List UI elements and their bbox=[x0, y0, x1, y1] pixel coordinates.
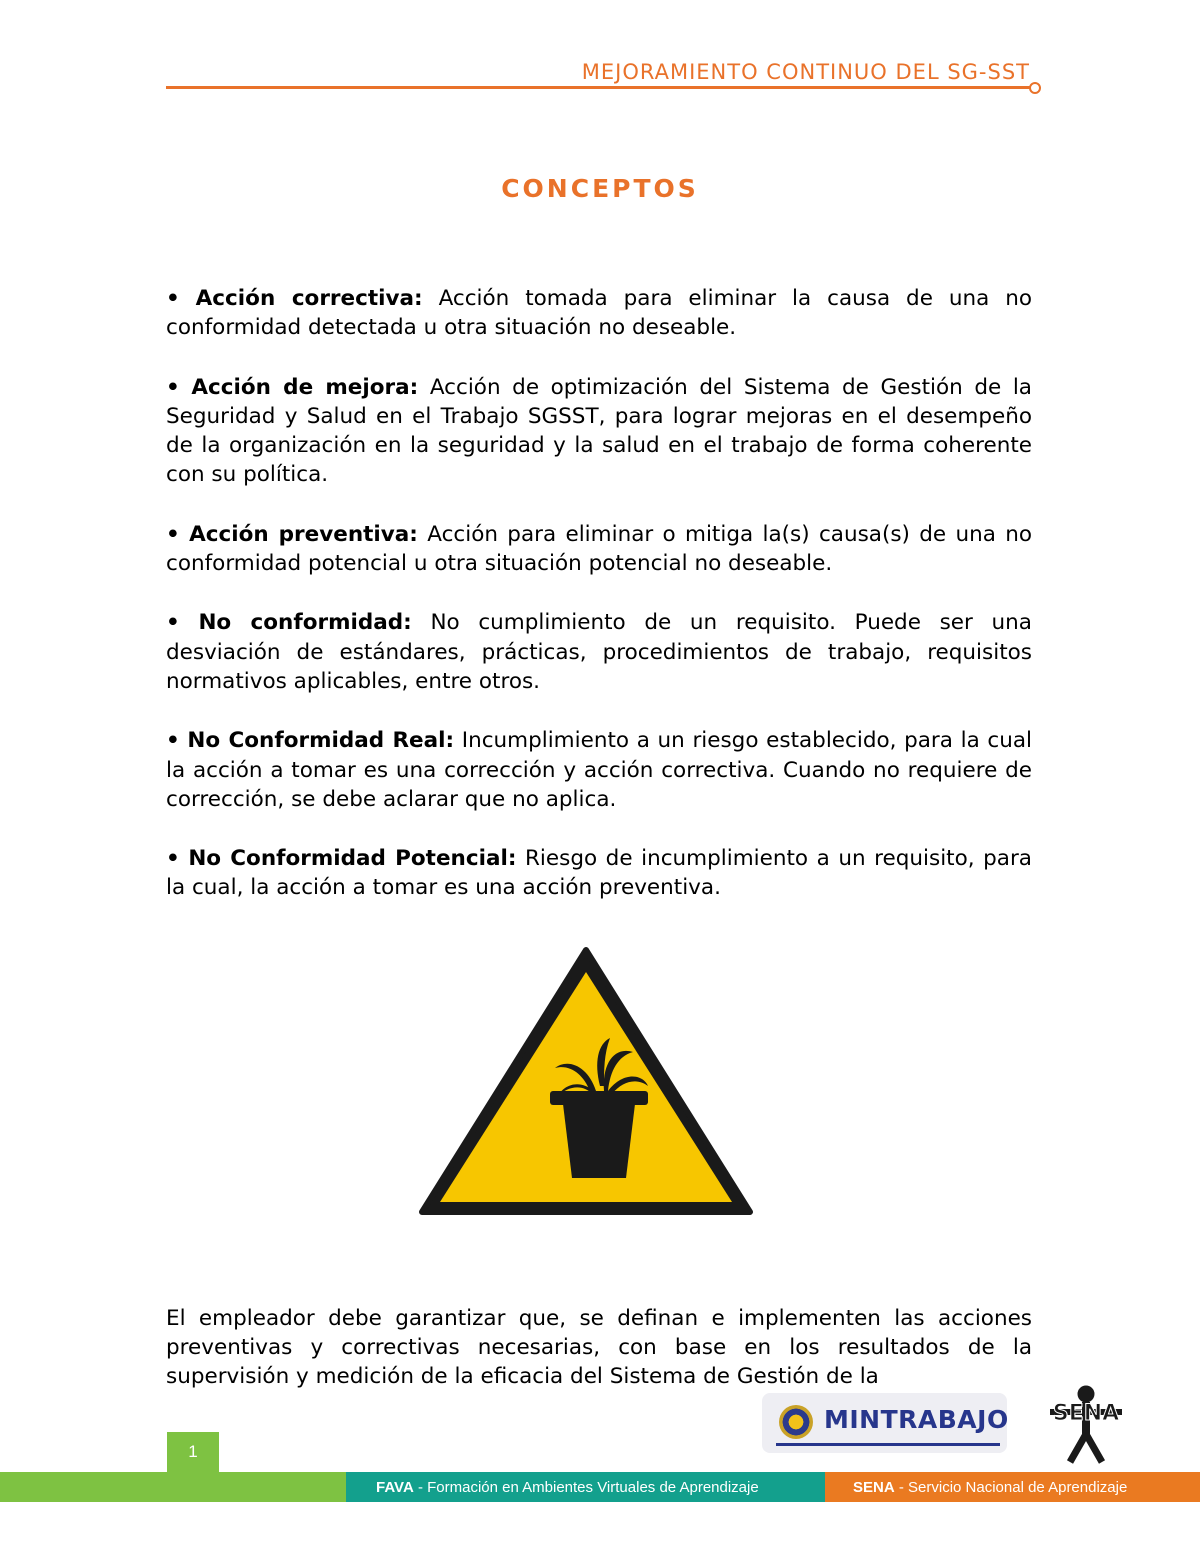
concept-definition: Acción para eliminar o mitiga la(s) causa(s) de una no conformidad potencial u otra situación potencial no deseable. bbox=[166, 521, 1032, 577]
concept-list bbox=[166, 284, 1032, 933]
concept-definition: Acción tomada para eliminar la causa de una no conformidad detectada u otra situación no deseable. bbox=[166, 286, 1032, 341]
concept-definition: Acción de optimización del Sistema de Gestión de la Seguridad y Salud en el Trabajo SGSST, para lograr mejoras en el desempeño de la organización en la seguridad y la salud en el trabajo de forma coherente con su política. bbox=[166, 374, 1032, 488]
coat-of-arms-icon bbox=[779, 1405, 813, 1439]
concept-item bbox=[166, 608, 1032, 696]
concept-item bbox=[166, 284, 1032, 343]
header-rule bbox=[166, 86, 1032, 89]
concept-term: Acción preventiva: bbox=[189, 521, 418, 547]
header-rule-dot bbox=[1029, 82, 1041, 94]
concept-term: No conformidad: bbox=[198, 610, 412, 636]
bullet: • bbox=[166, 846, 180, 872]
concept-item bbox=[166, 520, 1032, 579]
concept-term: Acción de mejora: bbox=[191, 374, 419, 400]
mintrabajo-logo bbox=[762, 1393, 1007, 1453]
fava-text: - Formación en Ambientes Virtuales de Aprendizaje bbox=[413, 1479, 759, 1496]
sena-logo-text: SENA bbox=[1052, 1401, 1120, 1426]
bullet: • bbox=[166, 521, 180, 547]
concept-term: No Conformidad Real: bbox=[187, 728, 455, 754]
concept-definition: Incumplimiento a un riesgo establecido, para la cual la acción a tomar es una corrección y acción correctiva. Cuando no requiere de corrección, se debe aclarar que no aplica. bbox=[166, 728, 1033, 812]
bullet: • bbox=[166, 728, 180, 754]
section-title: CONCEPTOS bbox=[501, 174, 699, 203]
mintrabajo-label: MINTRABAJO bbox=[824, 1405, 1009, 1434]
bullet: • bbox=[166, 286, 180, 311]
bullet: • bbox=[166, 610, 180, 636]
sena-logo bbox=[1040, 1382, 1132, 1468]
warning-triangle-icon bbox=[418, 946, 754, 1216]
concept-item bbox=[166, 844, 1032, 903]
footer-sena-band bbox=[825, 1472, 1200, 1502]
closing-paragraph: El empleador debe garantizar que, se definan e implementen las acciones preventivas y correctivas necesarias, con base en los resultados de la supervisión y medición de la eficacia del Sistema de Gestión de la bbox=[166, 1305, 1032, 1390]
concept-definition: Riesgo de incumplimiento a un requisito, para la cual, la acción a tomar es una acción preventiva. bbox=[166, 846, 1032, 901]
bullet: • bbox=[166, 374, 180, 400]
mintrabajo-underline bbox=[776, 1443, 1000, 1446]
page-number: 1 bbox=[167, 1432, 219, 1472]
concept-item bbox=[166, 373, 1032, 490]
concept-item bbox=[166, 726, 1032, 814]
concept-term: No Conformidad Potencial: bbox=[188, 846, 517, 872]
concept-definition: No cumplimiento de un requisito. Puede ser una desviación de estándares, prácticas, procedimientos de trabajo, requisitos normativos aplicables, entre otros. bbox=[166, 610, 1032, 694]
footer-fava-band bbox=[346, 1472, 825, 1502]
header-title: MEJORAMIENTO CONTINUO DEL SG-SST bbox=[581, 60, 1030, 84]
concept-term: Acción correctiva: bbox=[195, 286, 423, 311]
sena-text: - Servicio Nacional de Aprendizaje bbox=[894, 1479, 1128, 1496]
fava-abbr: FAVA bbox=[376, 1479, 414, 1496]
sena-abbr: SENA bbox=[853, 1479, 895, 1496]
